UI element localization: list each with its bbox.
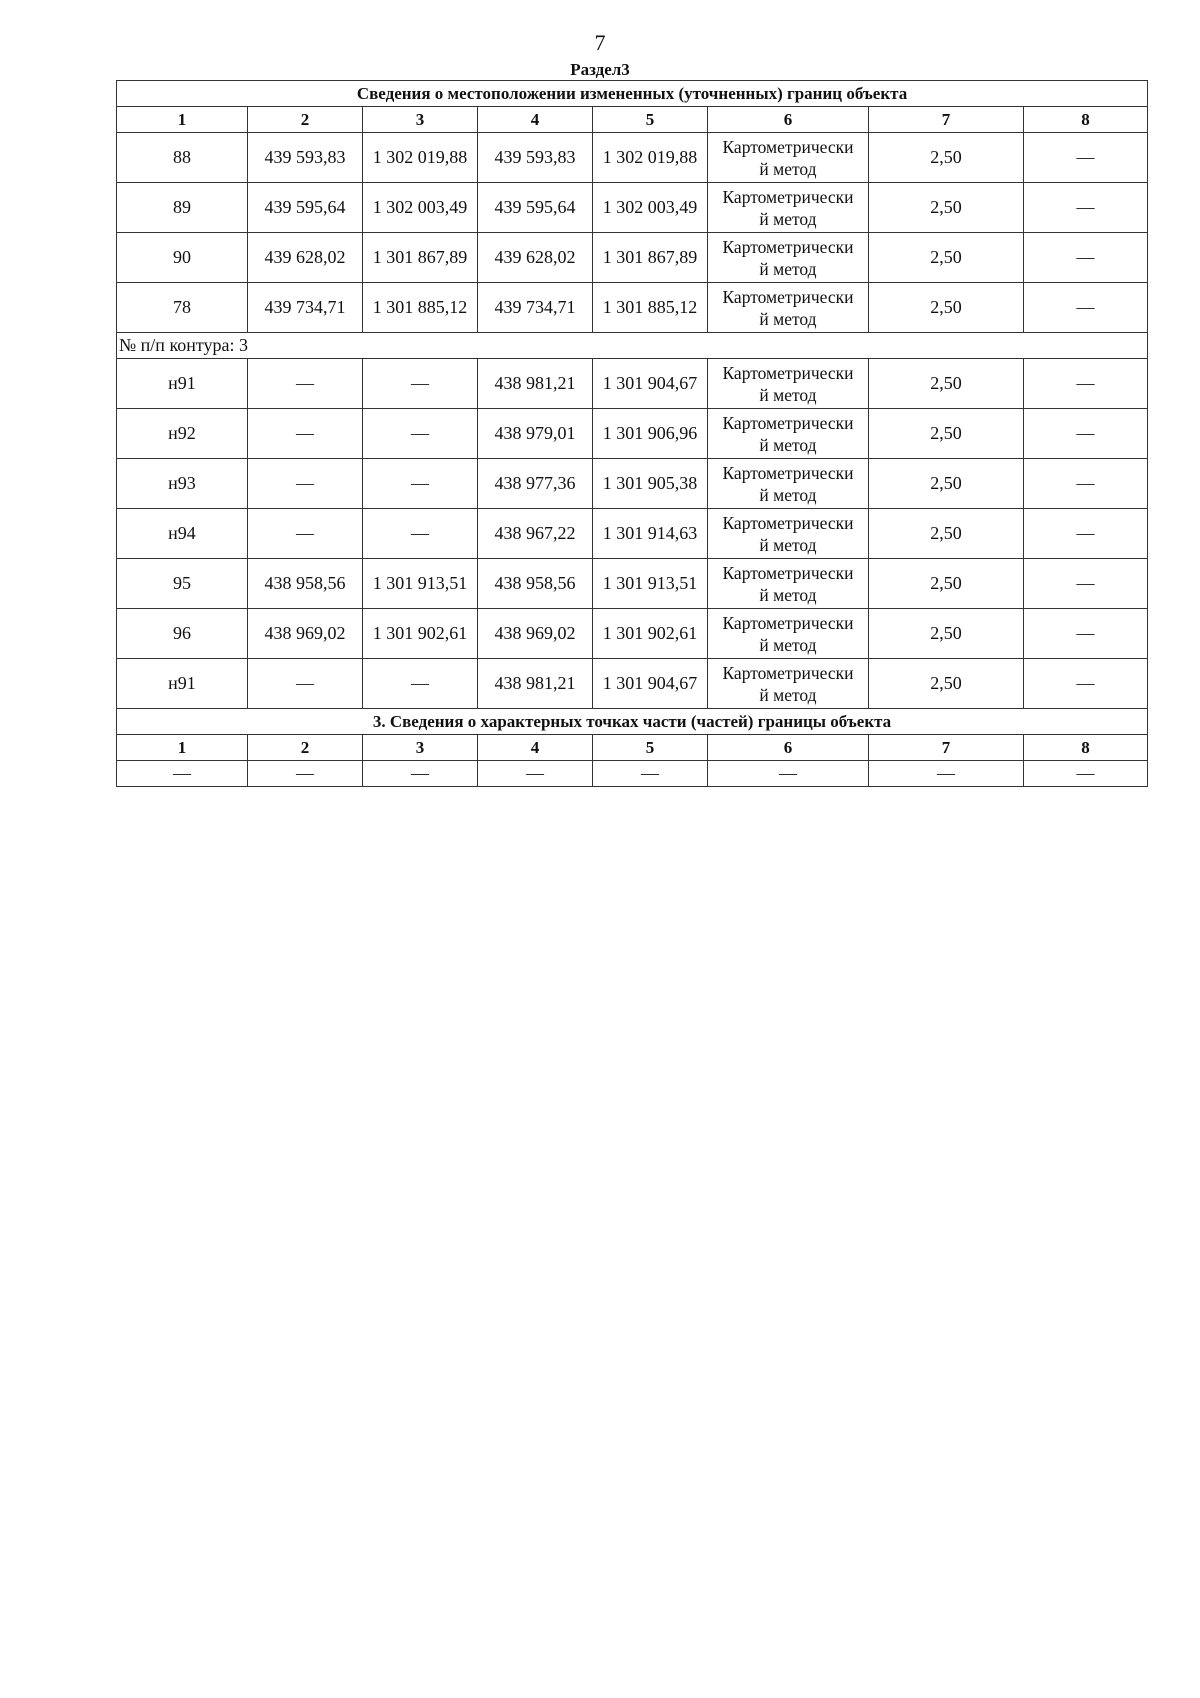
method-cell [708, 509, 869, 559]
table-row [117, 459, 1148, 509]
point-number-cell: 88 [117, 133, 248, 183]
accuracy-cell: 2,50 [869, 359, 1024, 409]
accuracy-cell: 2,50 [869, 233, 1024, 283]
column-number-header: 6 [708, 107, 869, 133]
existing-y-cell: 1 301 913,51 [363, 559, 478, 609]
section-title: Раздел3 [570, 60, 630, 79]
point-number-cell: н91 [117, 359, 248, 409]
column-number-header: 8 [1024, 107, 1148, 133]
column-numbers-row [117, 107, 1148, 133]
accuracy-cell: 2,50 [869, 509, 1024, 559]
existing-x-cell: — [248, 509, 363, 559]
method-text-line: Картометрически [722, 236, 854, 257]
column-number-header: 6 [708, 735, 869, 761]
method-text-line: Картометрически [722, 186, 854, 207]
method-text-line: Картометрически [722, 562, 854, 583]
description-cell: — [1024, 183, 1148, 233]
accuracy-cell: — [869, 761, 1024, 787]
existing-x-cell: 439 593,83 [248, 133, 363, 183]
accuracy-cell: 2,50 [869, 609, 1024, 659]
existing-x-cell: 439 595,64 [248, 183, 363, 233]
description-cell: — [1024, 459, 1148, 509]
description-cell: — [1024, 409, 1148, 459]
existing-x-cell: 438 958,56 [248, 559, 363, 609]
column-number-header: 2 [248, 735, 363, 761]
page-number: 7 [594, 30, 606, 55]
method-cell [708, 459, 869, 509]
existing-y-cell: 1 301 885,12 [363, 283, 478, 333]
point-number-cell: н93 [117, 459, 248, 509]
existing-y-cell: — [363, 659, 478, 709]
existing-x-cell: — [248, 359, 363, 409]
method-text-line: й метод [759, 258, 817, 279]
existing-y-cell: — [363, 761, 478, 787]
updated-x-cell: 439 595,64 [478, 183, 593, 233]
method-text-line: й метод [759, 634, 817, 655]
method-cell: — [708, 761, 869, 787]
method-text-line: й метод [759, 584, 817, 605]
part-points-section-title-text: 3. Сведения о характерных точках части (частей) границы объекта [117, 709, 1148, 735]
column-number-header: 4 [478, 107, 593, 133]
part-points-section-title [117, 709, 1148, 735]
updated-y-cell: 1 301 913,51 [593, 559, 708, 609]
point-number-cell: н91 [117, 659, 248, 709]
table-row [117, 359, 1148, 409]
method-text-line: й метод [759, 308, 817, 329]
point-number-cell: 89 [117, 183, 248, 233]
updated-y-cell: 1 301 902,61 [593, 609, 708, 659]
method-cell [708, 233, 869, 283]
updated-y-cell: 1 302 003,49 [593, 183, 708, 233]
description-cell: — [1024, 559, 1148, 609]
table-row [117, 659, 1148, 709]
updated-y-cell: 1 301 906,96 [593, 409, 708, 459]
updated-x-cell: 439 734,71 [478, 283, 593, 333]
column-number-header: 5 [593, 107, 708, 133]
method-cell [708, 283, 869, 333]
point-number-cell: 90 [117, 233, 248, 283]
existing-y-cell: 1 302 003,49 [363, 183, 478, 233]
updated-y-cell: 1 301 905,38 [593, 459, 708, 509]
existing-y-cell: 1 301 902,61 [363, 609, 478, 659]
method-cell [708, 659, 869, 709]
accuracy-cell: 2,50 [869, 283, 1024, 333]
method-text-line: Картометрически [722, 362, 854, 383]
description-cell: — [1024, 509, 1148, 559]
updated-y-cell: 1 301 904,67 [593, 359, 708, 409]
table-row [117, 409, 1148, 459]
column-number-header: 3 [363, 735, 478, 761]
method-text-line: й метод [759, 384, 817, 405]
updated-x-cell: 438 981,21 [478, 659, 593, 709]
column-number-header: 7 [869, 735, 1024, 761]
boundary-section-title [117, 81, 1148, 107]
method-cell [708, 609, 869, 659]
existing-y-cell: — [363, 509, 478, 559]
point-number-cell: 95 [117, 559, 248, 609]
method-text-line: Картометрически [722, 462, 854, 483]
method-cell [708, 183, 869, 233]
updated-x-cell: — [478, 761, 593, 787]
method-text-line: й метод [759, 208, 817, 229]
column-numbers-row [117, 735, 1148, 761]
column-number-header: 4 [478, 735, 593, 761]
boundary-coordinates-table [116, 80, 1148, 787]
table-row [117, 233, 1148, 283]
description-cell: — [1024, 133, 1148, 183]
method-cell [708, 559, 869, 609]
boundary-section-title-text: Сведения о местоположении измененных (уточненных) границ объекта [117, 81, 1148, 107]
updated-x-cell: 438 969,02 [478, 609, 593, 659]
updated-x-cell: 439 593,83 [478, 133, 593, 183]
description-cell: — [1024, 609, 1148, 659]
accuracy-cell: 2,50 [869, 183, 1024, 233]
contour-row [117, 333, 1148, 359]
point-number-cell: 96 [117, 609, 248, 659]
contour-label: № п/п контура: 3 [117, 333, 1148, 359]
existing-x-cell: — [248, 659, 363, 709]
column-number-header: 8 [1024, 735, 1148, 761]
updated-y-cell: 1 302 019,88 [593, 133, 708, 183]
updated-y-cell: 1 301 885,12 [593, 283, 708, 333]
point-number-cell: 78 [117, 283, 248, 333]
method-text-line: Картометрически [722, 412, 854, 433]
updated-x-cell: 438 977,36 [478, 459, 593, 509]
description-cell: — [1024, 761, 1148, 787]
accuracy-cell: 2,50 [869, 659, 1024, 709]
description-cell: — [1024, 283, 1148, 333]
updated-y-cell: — [593, 761, 708, 787]
accuracy-cell: 2,50 [869, 559, 1024, 609]
point-number-cell: н94 [117, 509, 248, 559]
accuracy-cell: 2,50 [869, 409, 1024, 459]
description-cell: — [1024, 659, 1148, 709]
updated-x-cell: 438 979,01 [478, 409, 593, 459]
method-text-line: й метод [759, 484, 817, 505]
column-number-header: 7 [869, 107, 1024, 133]
existing-x-cell: 439 628,02 [248, 233, 363, 283]
method-cell [708, 409, 869, 459]
column-number-header: 1 [117, 107, 248, 133]
accuracy-cell: 2,50 [869, 459, 1024, 509]
method-text-line: Картометрически [722, 136, 854, 157]
method-text-line: й метод [759, 158, 817, 179]
method-cell [708, 359, 869, 409]
existing-x-cell: 438 969,02 [248, 609, 363, 659]
table-row [117, 509, 1148, 559]
column-number-header: 3 [363, 107, 478, 133]
point-number-cell: н92 [117, 409, 248, 459]
updated-x-cell: 438 981,21 [478, 359, 593, 409]
existing-y-cell: 1 302 019,88 [363, 133, 478, 183]
column-number-header: 2 [248, 107, 363, 133]
table-row [117, 761, 1148, 787]
description-cell: — [1024, 233, 1148, 283]
column-number-header: 5 [593, 735, 708, 761]
table-row [117, 133, 1148, 183]
table-row [117, 609, 1148, 659]
method-text-line: й метод [759, 684, 817, 705]
existing-x-cell: — [248, 459, 363, 509]
point-number-cell: — [117, 761, 248, 787]
existing-y-cell: — [363, 409, 478, 459]
method-text-line: Картометрически [722, 612, 854, 633]
method-text-line: Картометрически [722, 662, 854, 683]
existing-x-cell: — [248, 761, 363, 787]
existing-y-cell: — [363, 359, 478, 409]
updated-x-cell: 438 958,56 [478, 559, 593, 609]
existing-x-cell: 439 734,71 [248, 283, 363, 333]
method-text-line: й метод [759, 434, 817, 455]
updated-x-cell: 439 628,02 [478, 233, 593, 283]
description-cell: — [1024, 359, 1148, 409]
existing-y-cell: 1 301 867,89 [363, 233, 478, 283]
updated-x-cell: 438 967,22 [478, 509, 593, 559]
method-cell [708, 133, 869, 183]
existing-x-cell: — [248, 409, 363, 459]
method-text-line: Картометрически [722, 512, 854, 533]
method-text-line: Картометрически [722, 286, 854, 307]
table-body [117, 81, 1148, 787]
table-row [117, 283, 1148, 333]
column-number-header: 1 [117, 735, 248, 761]
updated-y-cell: 1 301 867,89 [593, 233, 708, 283]
method-text-line: й метод [759, 534, 817, 555]
table-row [117, 559, 1148, 609]
updated-y-cell: 1 301 904,67 [593, 659, 708, 709]
updated-y-cell: 1 301 914,63 [593, 509, 708, 559]
existing-y-cell: — [363, 459, 478, 509]
table-row [117, 183, 1148, 233]
accuracy-cell: 2,50 [869, 133, 1024, 183]
